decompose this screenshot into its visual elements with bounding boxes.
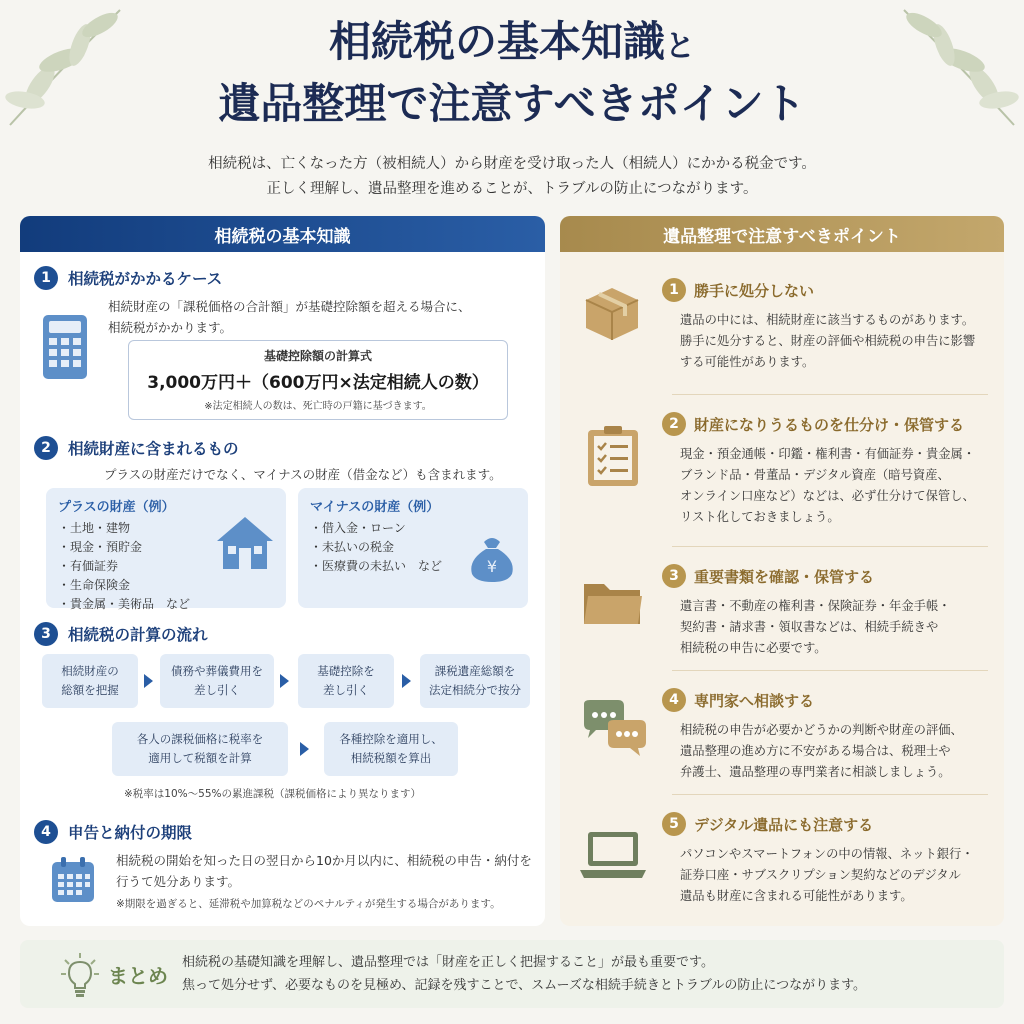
point-text-line: 相続税の申告に必要です。: [680, 641, 827, 655]
intro-text: [0, 152, 1024, 202]
minus-assets-title: マイナスの財産（例）: [310, 500, 440, 515]
lightbulb-icon: [60, 952, 100, 998]
point-text-line: 遺品も財産に含まれる可能性があります。: [680, 889, 913, 903]
point-text-line: 契約書・請求書・領収書などは、相続手続きや: [680, 620, 939, 634]
estate-cleanup-header: 遺品整理で注意すべきポイント: [560, 216, 1004, 252]
cleanup-point-4: [560, 688, 1004, 788]
flow-step-6: 各種控除を適用し、 相続税額を算出: [324, 722, 458, 776]
flow-step-2: 債務や葬儀費用を 差し引く: [160, 654, 274, 708]
point-text-line: 遺品整理の進め方に不安がある場合は、税理士や: [680, 744, 951, 758]
section-number: 4: [34, 820, 58, 844]
point-number: 1: [662, 278, 686, 302]
deadline-note: ※期限を過ぎると、延滞税や加算税などのペナルティが発生する場合があります。: [116, 898, 501, 910]
cleanup-point-1: [560, 278, 1004, 388]
cleanup-point-3: [560, 564, 1004, 664]
point-number: 4: [662, 688, 686, 712]
point-text-line: リスト化しておきましょう。: [680, 510, 840, 524]
title-line-1: 相続税の基本知識: [328, 17, 665, 66]
flow-step-4: 課税遺産総額を 法定相続分で按分: [420, 654, 530, 708]
money-bag-icon: [466, 532, 518, 584]
divider: [672, 546, 988, 547]
flow-arrow-icon: [300, 742, 309, 756]
point-text-line: 現金・預金通帳・印鑑・権利書・有価証券・貴金属・: [680, 447, 976, 461]
calendar-icon: [50, 856, 96, 904]
section-2-title: [34, 436, 239, 460]
section-2-text: プラスの財産だけでなく、マイナスの財産（借金など）も含まれます。: [104, 467, 502, 482]
section-4-text-line: 行うて処分あります。: [116, 874, 241, 889]
plus-assets-title: プラスの財産（例）: [58, 500, 175, 515]
title-line-2: 遺品整理で注意すべきポイント: [218, 79, 806, 128]
point-text-line: 相続税の申告が必要かどうかの判断や財産の評価、: [680, 723, 963, 737]
basic-knowledge-panel: [20, 216, 545, 926]
point-text-line: 弁護士、遺品整理の専門業者に相談しましょう。: [680, 765, 951, 779]
list-item: ・未払いの税金: [310, 540, 395, 554]
estate-cleanup-panel: [560, 216, 1004, 926]
summary-box: [20, 940, 1004, 1008]
section-1-text: [108, 296, 471, 338]
point-text-line: 証券口座・サブスクリプション契約などのデジタル: [680, 868, 961, 882]
list-item: ・借入金・ローン: [310, 521, 406, 535]
flow-step-5: 各人の課税価格に税率を 適用して税額を計算: [112, 722, 288, 776]
formula-box: [128, 340, 508, 420]
chat-icon: [580, 698, 650, 758]
page-title: [0, 14, 1024, 133]
point-title: 専門家へ相談する: [694, 691, 815, 710]
point-title: 勝手に処分しない: [694, 281, 815, 300]
section-title-text: 相続財産に含まれるもの: [68, 440, 239, 458]
list-item: ・土地・建物: [58, 521, 131, 535]
list-item: ・現金・預貯金: [58, 540, 143, 554]
cleanup-point-5: [560, 812, 1004, 912]
formula-expression: 3,000万円＋（600万円×法定相続人の数）: [147, 373, 489, 393]
laptop-icon: [578, 830, 648, 880]
section-4-title: [34, 820, 192, 844]
summary-text: [182, 951, 866, 997]
section-title-text: 相続税の計算の流れ: [68, 626, 208, 644]
section-4-text: [116, 850, 532, 892]
checklist-icon: [586, 424, 640, 488]
point-text-line: オンライン口座など）などは、必ず仕分けて保管し、: [680, 489, 975, 503]
plus-assets-box: [46, 488, 286, 611]
divider: [672, 670, 988, 671]
formula-note: ※法定相続人の数は、死亡時の戸籍に基づきます。: [204, 401, 432, 412]
list-item: ・貴金属・美術品 など: [58, 597, 191, 611]
list-item: ・有価証券: [58, 559, 119, 573]
list-item: ・生命保険金: [58, 578, 131, 592]
section-1-text-line: 相続財産の「課税価格の合計額」が基礎控除額を超える場合に、: [108, 299, 471, 314]
point-title: 財産になりうるものを仕分け・保管する: [694, 415, 965, 434]
minus-assets-box: [298, 488, 528, 608]
point-title: 重要書類を確認・保管する: [694, 567, 875, 586]
section-3-title: [34, 622, 208, 646]
formula-title: 基礎控除額の計算式: [263, 349, 372, 363]
svg-text:¥: ¥: [486, 557, 498, 576]
list-item: ・医療費の未払い など: [310, 559, 443, 573]
cleanup-point-2: [560, 412, 1004, 542]
point-text-line: する可能性があります。: [680, 355, 815, 369]
flow-step-3: 基礎控除を 差し引く: [298, 654, 394, 708]
divider: [672, 794, 988, 795]
point-number: 2: [662, 412, 686, 436]
section-title-text: 申告と納付の期限: [68, 824, 193, 842]
summary-line-2: 焦って処分せず、必要なものを見極め、記録を残すことで、スムーズな相続手続きとトラブルの防止につながります。: [182, 978, 867, 993]
point-title: デジタル遺品にも注意する: [694, 815, 874, 834]
section-4-text-line: 相続税の開始を知った日の翌日から10か月以内に、相続税の申告・納付を: [116, 853, 532, 868]
point-number: 3: [662, 564, 686, 588]
point-text-line: 遺言書・不動産の権利書・保険証券・年金手帳・: [680, 599, 951, 613]
section-number: 1: [34, 266, 58, 290]
point-text-line: パソコンやスマートフォンの中の情報、ネット銀行・: [680, 847, 974, 861]
point-number: 5: [662, 812, 686, 836]
intro-line-1: 相続税は、亡くなった方（被相続人）から財産を受け取った人（相続人）にかかる税金です。: [208, 156, 816, 172]
section-1-title: [34, 266, 222, 290]
intro-line-2: 正しく理解し、遺品整理を進めることが、トラブルの防止につながります。: [266, 181, 758, 197]
title-connector: と: [665, 29, 695, 64]
point-text-line: 遺品の中には、相続財産に該当するものがあります。: [680, 313, 975, 327]
section-number: 3: [34, 622, 58, 646]
basic-knowledge-header: 相続税の基本知識: [20, 216, 545, 252]
section-number: 2: [34, 436, 58, 460]
folder-icon: [582, 576, 644, 628]
flow-arrow-icon: [402, 674, 411, 688]
house-icon: [214, 514, 276, 572]
divider: [672, 394, 988, 395]
flow-arrow-icon: [280, 674, 289, 688]
calculator-icon: [42, 314, 88, 380]
tax-rate-note: ※税率は10%〜55%の累進課税（課税価格により異なります）: [124, 788, 421, 800]
point-text-line: 勝手に処分すると、財産の評価や相続税の申告に影響: [680, 334, 976, 348]
flow-arrow-icon: [144, 674, 153, 688]
flow-step-1: 相続財産の 総額を把握: [42, 654, 138, 708]
summary-line-1: 相続税の基礎知識を理解し、遺品整理では「財産を正しく把握すること」が最も重要です。: [182, 955, 714, 970]
box-icon: [582, 284, 642, 344]
summary-label: まとめ: [108, 964, 168, 988]
section-title-text: 相続税がかかるケース: [68, 270, 223, 288]
section-1-text-line: 相続税がかかります。: [108, 320, 233, 335]
point-text-line: ブランド品・骨董品・デジタル資産（暗号資産、: [680, 468, 950, 482]
